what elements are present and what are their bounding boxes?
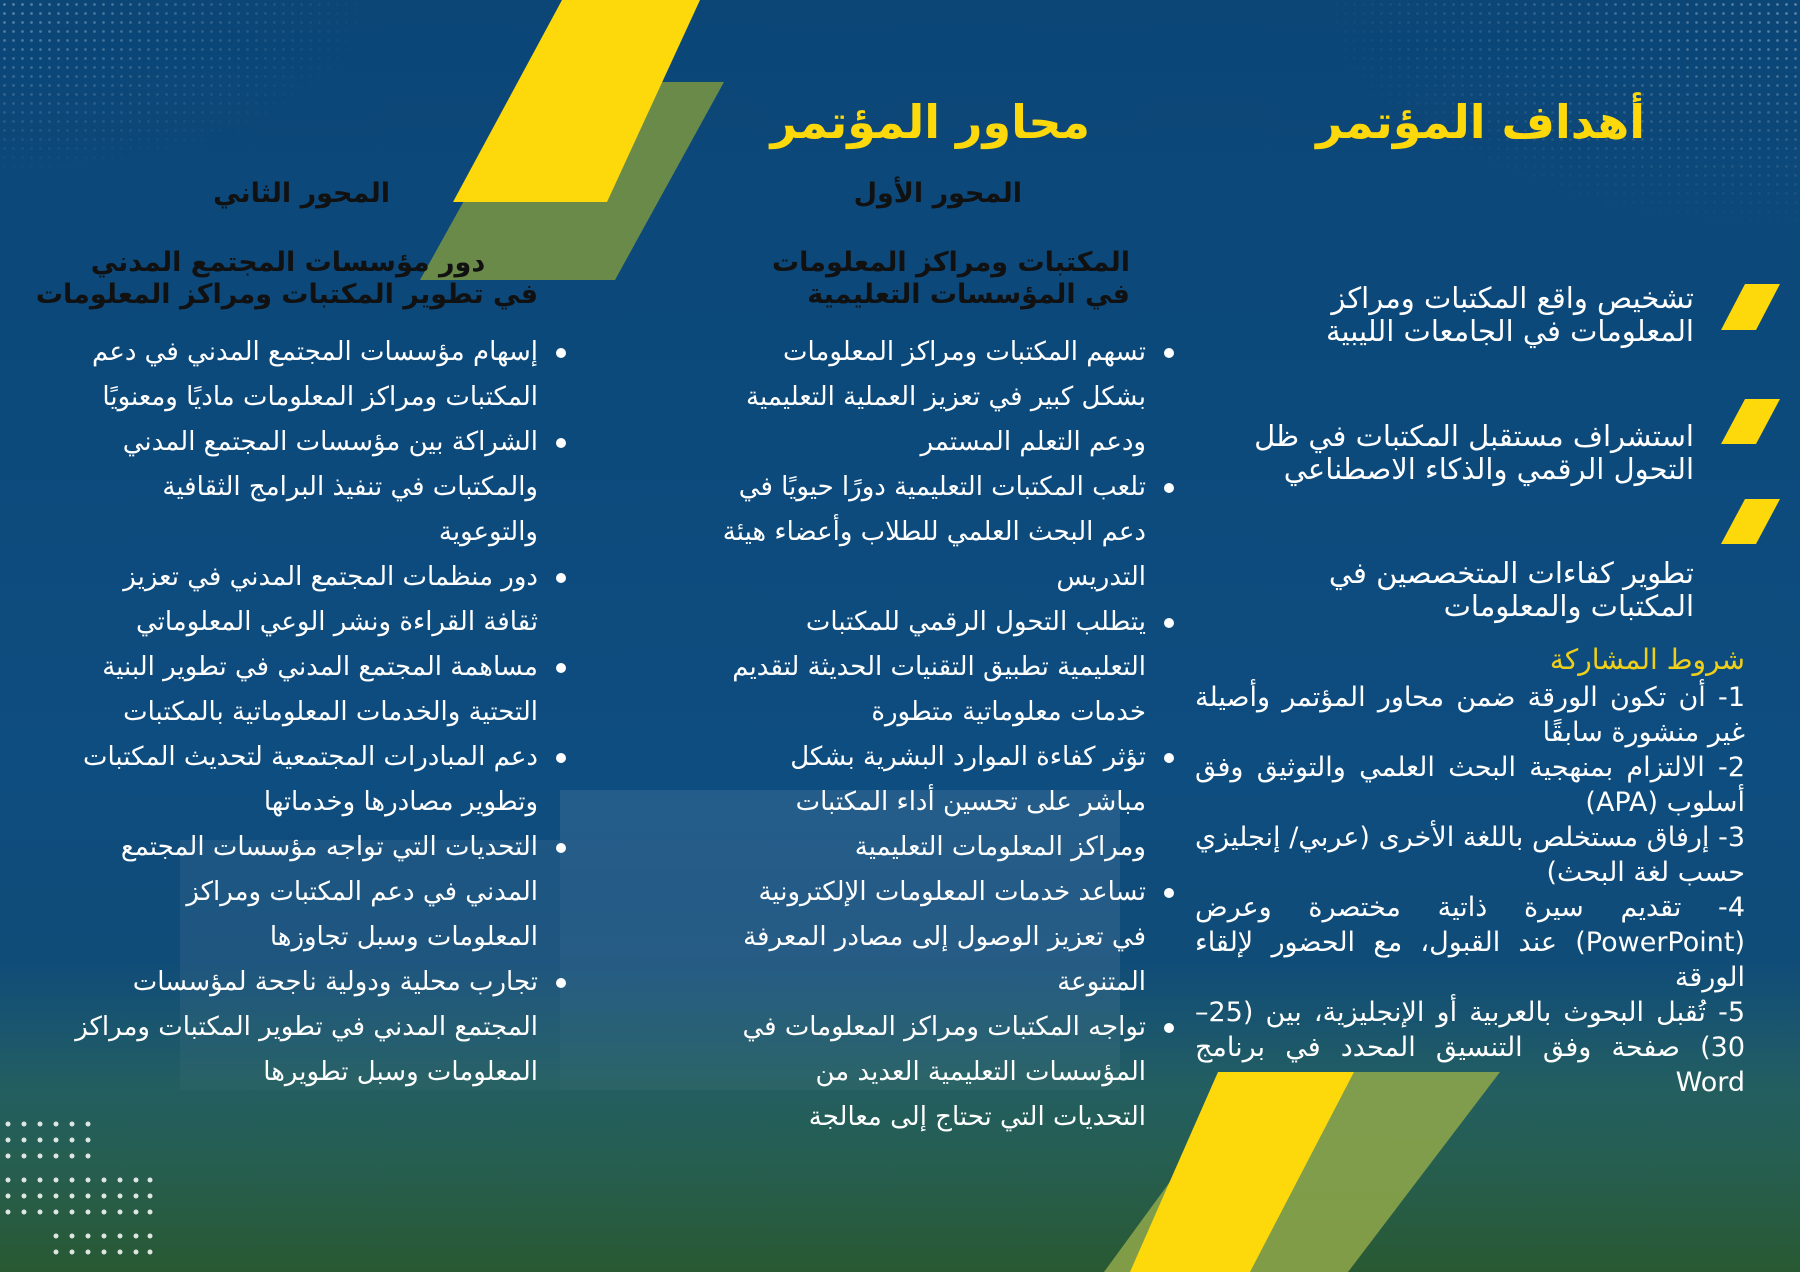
first-axis-item: تسهم المكتبات ومراكز المعلومات بشكل كبير في تعزيز العملية التعليمية ودعم التعلم المستمر (720, 330, 1180, 465)
second-axis-item: تجارب محلية ودولية ناجحة لمؤسسات المجتمع المدني في تطوير المكتبات ومراكز المعلومات وسبل تطويرها (72, 960, 572, 1095)
first-axis-item: يتطلب التحول الرقمي للمكتبات التعليمية تطبيق التقنيات الحديثة لتقديم خدمات معلوماتية متطورة (720, 600, 1180, 735)
second-axis-item: الشراكة بين مؤسسات المجتمع المدني والمكتبات في تنفيذ البرامج الثقافية والتوعوية (72, 420, 572, 555)
second-axis-title (35, 247, 538, 311)
second-axis-item: إسهام مؤسسات المجتمع المدني في دعم المكتبات ومراكز المعلومات ماديًا ومعنويًا (72, 330, 572, 420)
first-axis-title-line2: في المؤسسات التعليمية (807, 279, 1130, 310)
goal-item-1: تشخيص واقع المكتبات ومراكز المعلومات في الجامعات الليبية (1326, 281, 1694, 348)
goals-heading: أهداف المؤتمر (1316, 95, 1645, 149)
first-axis-title-line1: المكتبات ومراكز المعلومات (771, 247, 1130, 278)
second-axis-item: مساهمة المجتمع المدني في تطوير البنية التحتية والخدمات المعلوماتية بالمكتبات (72, 645, 572, 735)
second-axis-title-line2: في تطوير المكتبات ومراكز المعلومات (35, 279, 538, 310)
second-axis-item: دور منظمات المجتمع المدني في تعزيز ثقافة القراءة ونشر الوعي المعلوماتي (72, 555, 572, 645)
first-axis-item: تواجه المكتبات ومراكز المعلومات في المؤسسات التعليمية العديد من التحديات التي تحتاج إلى معالجة (720, 1005, 1180, 1140)
condition-item-5: 5- تُقبل البحوث بالعربية أو الإنجليزية، بين (25–30) صفحة وفق التنسيق المحدد في برنامج Word (1195, 997, 1745, 1098)
second-axis-list (72, 330, 572, 1095)
second-axis-item: دعم المبادرات المجتمعية لتحديث المكتبات وتطوير مصادرها وخدماتها (72, 735, 572, 825)
first-axis-title (771, 247, 1130, 311)
condition-item-2: 2- الالتزام بمنهجية البحث العلمي والتوثيق وفق أسلوب (APA) (1195, 752, 1745, 818)
first-axis-list (720, 330, 1180, 1140)
first-axis-item: تؤثر كفاءة الموارد البشرية بشكل مباشر على تحسين أداء المكتبات ومراكز المعلومات التعليمية (720, 735, 1180, 870)
conditions-list (1195, 680, 1745, 1100)
first-axis-label: المحور الأول (853, 178, 1022, 209)
condition-item-1: 1- أن تكون الورقة ضمن محاور المؤتمر وأصيلة غير منشورة سابقًا (1195, 682, 1745, 748)
condition-item-3: 3- إرفاق مستخلص باللغة الأخرى (عربي/ إنجليزي حسب لغة البحث) (1195, 822, 1745, 888)
second-axis-item: التحديات التي تواجه مؤسسات المجتمع المدني في دعم المكتبات ومراكز المعلومات وسبل تجاوزها (72, 825, 572, 960)
goal-item-2: استشراف مستقبل المكتبات في ظل التحول الرقمي والذكاء الاصطناعي (1254, 419, 1694, 486)
condition-item-4: 4- تقديم سيرة ذاتية مختصرة وعرض (PowerPoint) عند القبول، مع الحضور لإلقاء الورقة (1195, 892, 1745, 993)
conditions-title: شروط المشاركة (1549, 643, 1745, 676)
goal-item-3: تطوير كفاءات المتخصصين في المكتبات والمعلومات (1328, 556, 1694, 623)
first-axis-item: تساعد خدمات المعلومات الإلكترونية في تعزيز الوصول إلى مصادر المعرفة المتنوعة (720, 870, 1180, 1005)
first-axis-item: تلعب المكتبات التعليمية دورًا حيويًا في دعم البحث العلمي للطلاب وأعضاء هيئة التدريس (720, 465, 1180, 600)
second-axis-title-line1: دور مؤسسات المجتمع المدني (90, 247, 486, 278)
second-axis-label: المحور الثاني (213, 178, 390, 209)
axes-heading: محاور المؤتمر (770, 95, 1090, 149)
